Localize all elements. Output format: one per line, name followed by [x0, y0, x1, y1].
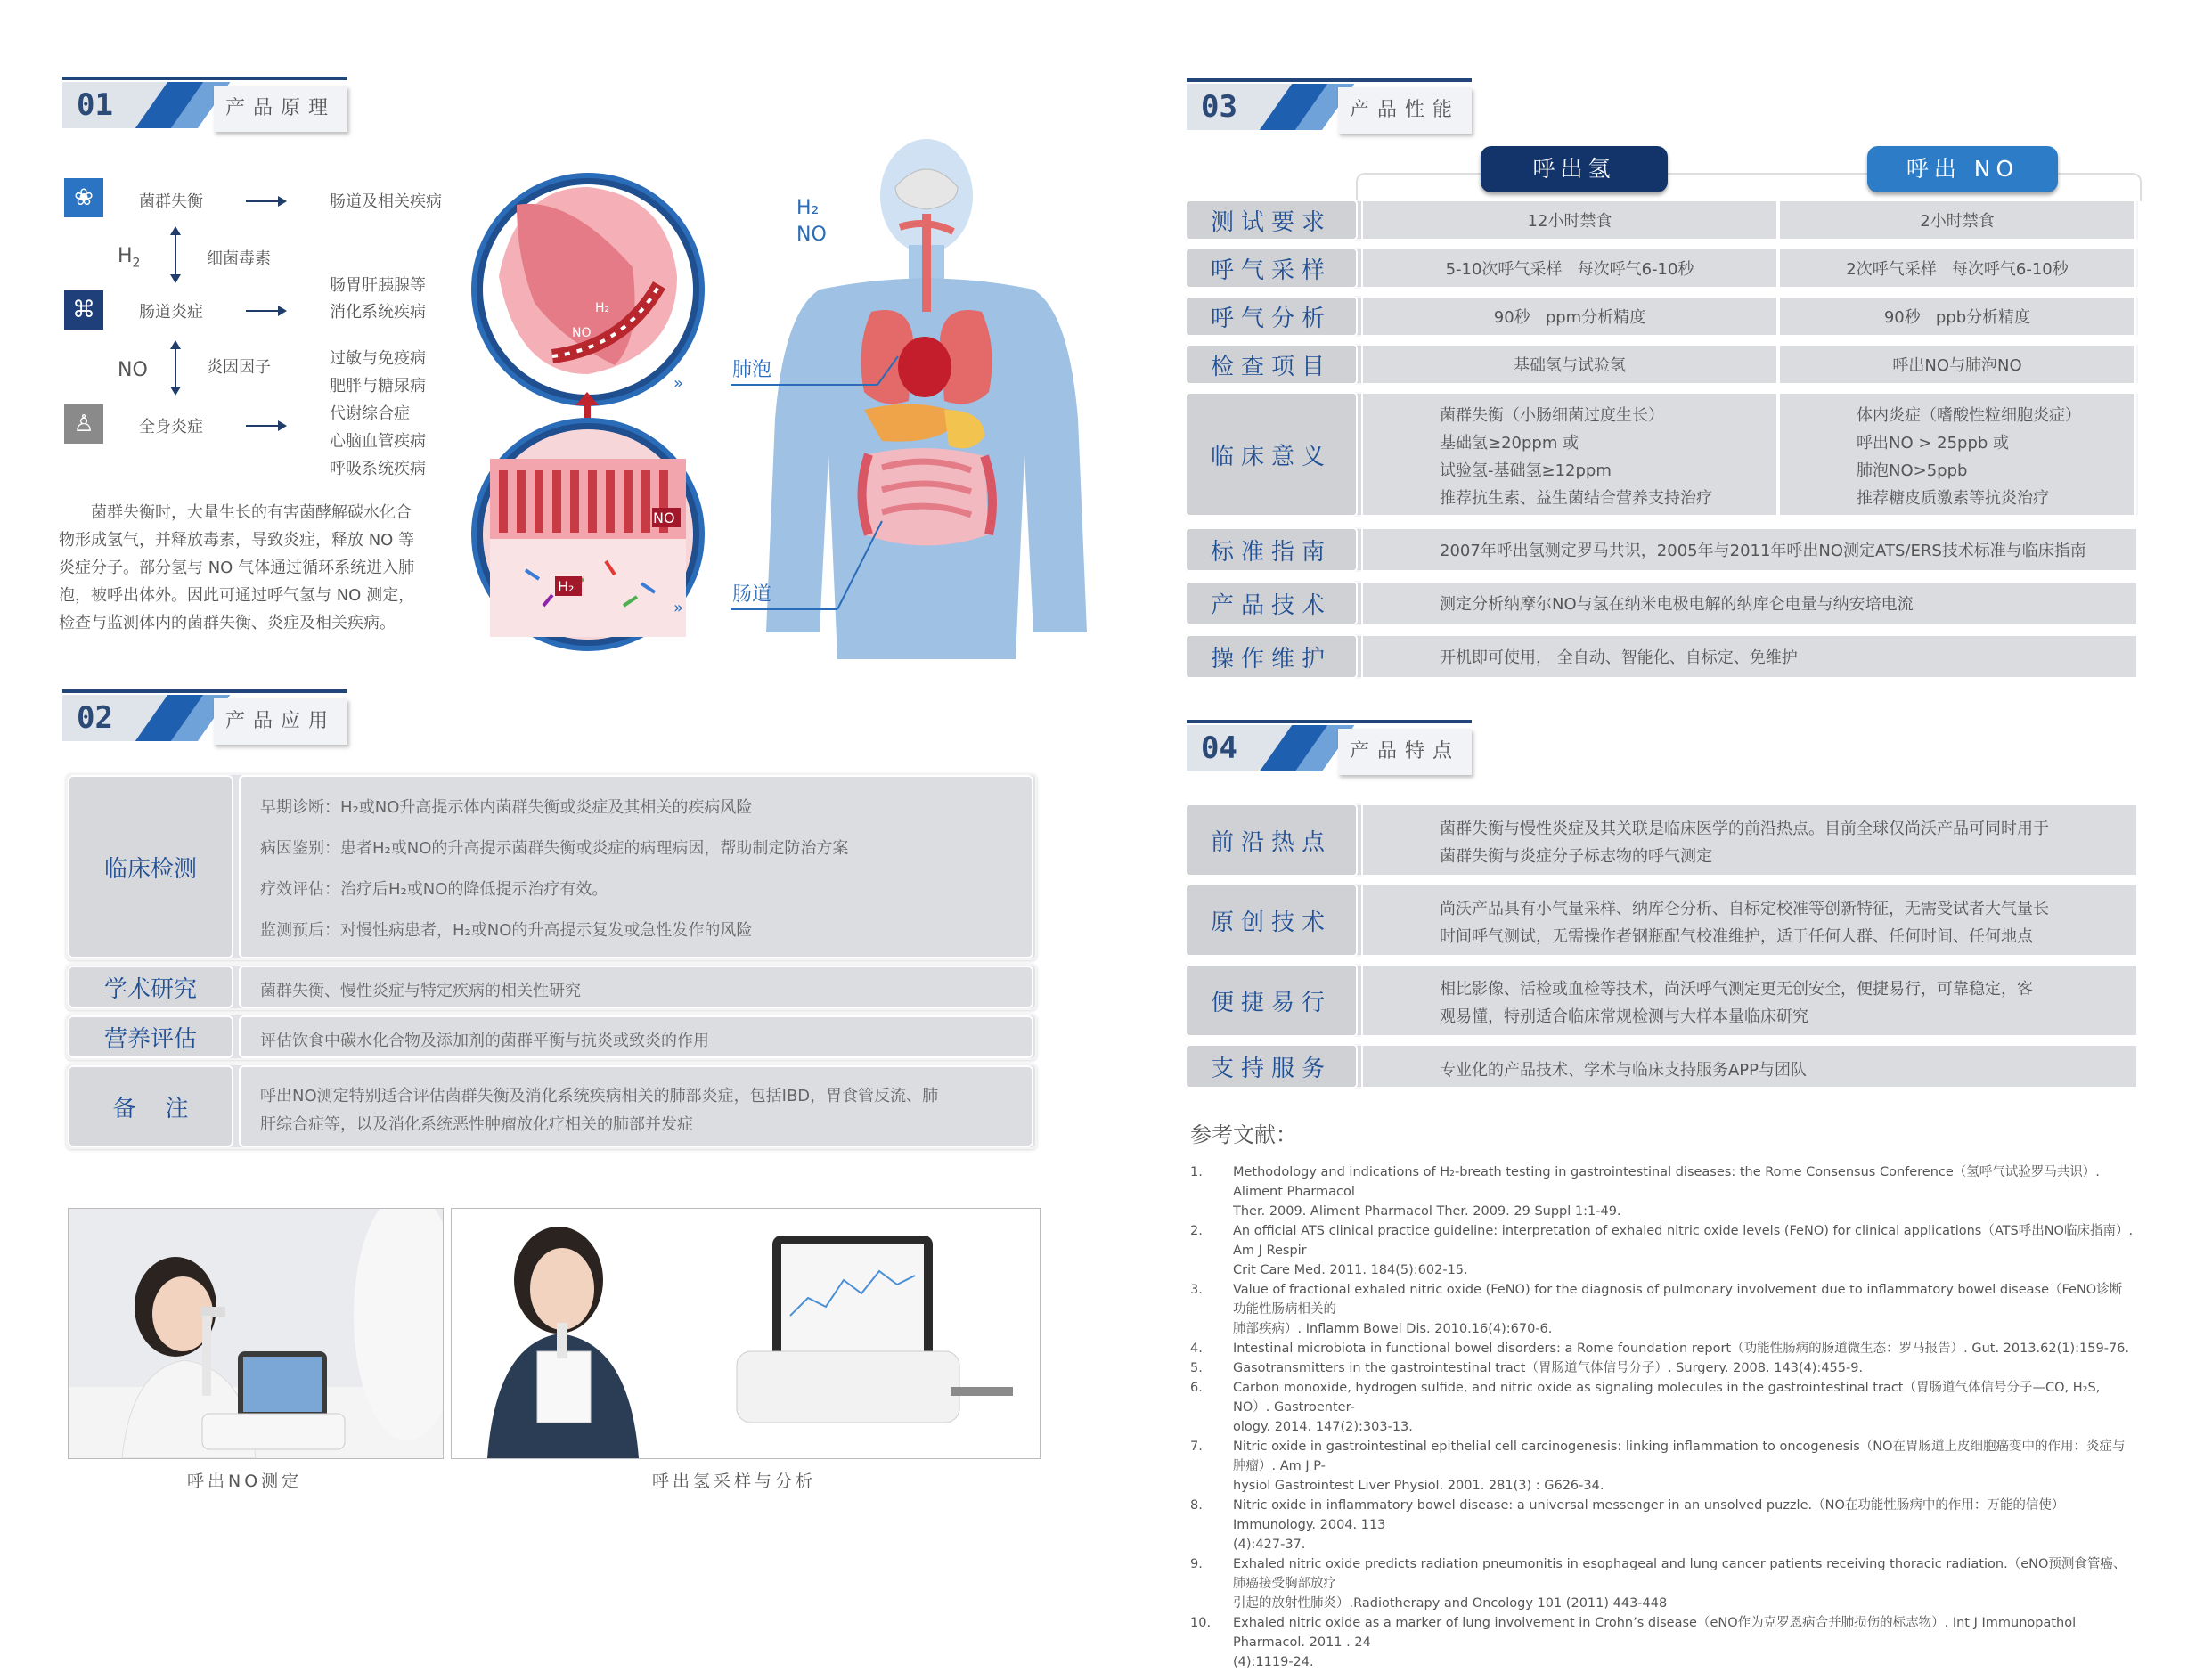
no-label: NO: [796, 224, 827, 246]
performance-head: 呼气采样: [1187, 249, 1356, 287]
application-row: [66, 964, 1037, 1010]
application-row: [66, 773, 1037, 960]
application-line: 菌群失衡、慢性炎症与特定疾病的相关性研究: [260, 982, 581, 1000]
performance-cell: 2小时禁食: [1780, 201, 2134, 239]
circle-h2-label: H₂: [558, 578, 575, 595]
application-row: [66, 1064, 1037, 1149]
application-line: 评估饮食中碳水化合物及添加剂的菌群平衡与抗炎或致炎的作用: [260, 1032, 709, 1050]
clinical-line: 菌群失衡（小肠细菌过度生长）: [1440, 406, 1664, 425]
feature-row: [1185, 803, 2138, 877]
section-header-03: [1187, 84, 1472, 137]
feature-row: [1185, 884, 2138, 957]
reference-item: 1. Methodology and indications of H₂-breath testing in gastrointestinal diseases: the Rome Consensus Conference（氢呼气试验罗马共识）. Aliment Pharmacol Ther. 2009. Aliment Pharmacol Ther. 2009. 29 Suppl 1:1-49.: [1190, 1165, 2100, 1219]
principle-item: 炎因因子: [207, 358, 271, 377]
feature-line: 时间呼气测试，无需操作者钢瓶配气校准维护，适于任何人群、任何时间、任何地点: [1440, 927, 2033, 946]
application-line: 疗效评估：治疗后H₂或NO的降低提示治疗有效。: [260, 880, 608, 899]
inner-no-label: NO: [572, 326, 592, 340]
arrow-right-icon: [246, 425, 285, 427]
performance-row: [1185, 200, 2138, 241]
clinical-line: 推荐糖皮质激素等抗炎治疗: [1857, 489, 2049, 508]
feature-head: 前沿热点: [1187, 805, 1356, 875]
performance-row-wide: [1185, 527, 2138, 572]
references-title: 参考文献：: [1190, 1122, 1297, 1147]
performance-row: [1185, 248, 2138, 289]
application-head: 学术研究: [69, 967, 232, 1007]
feature-line: 尚沃产品具有小气量采样、纳库仑分析、自标定校准等创新特征，无需受试者大气量长: [1440, 900, 2049, 918]
clinical-line: 试验氢-基础氢≥12ppm: [1440, 461, 1612, 480]
section-number: 01: [62, 82, 196, 128]
principle-item: 全身炎症: [139, 418, 203, 436]
chevrons-icon: »: [673, 374, 684, 393]
photo-no-measurement: [68, 1208, 444, 1459]
performance-head: 临床意义: [1187, 394, 1356, 515]
principle-paragraph: 菌群失衡时，大量生长的有害菌酵解碳水化合 物形成氢气，并释放毒素，导致炎症，释放 NO 等 炎症分子。部分氢与 NO 气体通过循环系统进入肺 泡，被呼出体外。因此可通过呼气氢与 NO 测定， 检查与监测体内的菌群失衡、炎症及相关疾病。: [59, 503, 415, 632]
column-header-hydrogen: 呼出氢: [1481, 146, 1668, 192]
feature-line: 专业化的产品技术、学术与临床支持服务APP与团队: [1440, 1061, 1808, 1080]
feature-line: 观易懂，特别适合临床常规检测与大样本量临床研究: [1440, 1007, 1808, 1026]
arrow-right-icon: [246, 310, 285, 312]
performance-row: [1185, 296, 2138, 337]
performance-cell: 90秒 ppb分析精度: [1780, 298, 2134, 335]
clinical-line: 肺泡NO>5ppb: [1857, 461, 1968, 480]
reference-item: 6. Carbon monoxide, hydrogen sulfide, and nitric oxide as signaling molecules in the gastrointestinal tract（胃肠道气体信号分子—CO, H₂S, NO）. Gastroenter- ology. 2014. 147(2):303-13.: [1190, 1381, 2101, 1434]
reference-item: 10. Exhaled nitric oxide as a marker of lung involvement in Crohn’s disease（eNO作为克罗恩病合并肺损伤的标志物）. Int J Immunopathol Pharmacol. 2011 . 24 (4):1119-24.: [1190, 1616, 2077, 1669]
h2-label: H₂: [796, 197, 820, 219]
application-line: 病因鉴别：患者H₂或NO的升高提示菌群失衡或炎症的病理病因，帮助制定防治方案: [260, 839, 849, 858]
performance-cell: 呼出NO与肺泡NO: [1780, 346, 2134, 383]
principle-outcome: 消化系统疾病: [330, 303, 426, 322]
performance-head: 标准指南: [1187, 529, 1356, 570]
clinical-line: 基础氢≥20ppm 或: [1440, 434, 1579, 453]
principle-outcome: 肠道及相关疾病: [330, 192, 442, 211]
gas-no: NO: [118, 359, 148, 381]
references-list: [1190, 1162, 2134, 1672]
intestine-label: 肠道: [732, 583, 772, 606]
reference-item: 5. Gasotransmitters in the gastrointestinal tract（胃肠道气体信号分子）. Surgery. 2008. 143(4):455-9.: [1190, 1361, 1864, 1375]
double-arrow-icon: [175, 233, 176, 276]
feature-row: [1185, 1044, 2138, 1089]
photo-caption: 呼出氢采样与分析: [652, 1472, 817, 1491]
body-icon: ♙: [64, 404, 103, 444]
section-number: 03: [1187, 84, 1320, 130]
section-label: 产品性能: [1338, 87, 1472, 134]
performance-cell: 开机即可使用， 全自动、智能化、自标定、免维护: [1363, 636, 2136, 677]
performance-row: [1185, 344, 2138, 385]
inner-h2-label: H₂: [595, 301, 610, 315]
body-diagram: [463, 134, 1140, 659]
application-line: 早期诊断：H₂或NO升高提示体内菌群失衡或炎症及其相关的疾病风险: [260, 798, 753, 817]
section-number: 04: [1187, 725, 1320, 771]
feature-head: 支持服务: [1187, 1046, 1356, 1087]
performance-cell: 测定分析纳摩尔NO与氢在纳米电极电解的纳库仑电量与纳安培电流: [1363, 583, 2136, 624]
performance-cell: 5-10次呼气采样 每次呼气6-10秒: [1363, 249, 1776, 287]
section-label: 产品原理: [214, 86, 347, 132]
feature-line: 菌群失衡与炎症分子标志物的呼气测定: [1440, 847, 1712, 866]
double-arrow-icon: [175, 347, 176, 388]
reference-item: 9. Exhaled nitric oxide predicts radiation pneumonitis in esophageal and lung cancer patients receiving thoracic radiation.（eNO预测食管癌、肺癌接受胸部放疗 引起的放射性肺炎）.Radiotherapy and Oncology 101 (2011) 443-448: [1190, 1557, 2126, 1611]
section-header-01: [62, 82, 347, 135]
performance-head: 检查项目: [1187, 346, 1356, 383]
performance-head: 测试要求: [1187, 201, 1356, 239]
principle-outcome: 代谢综合症: [330, 404, 410, 423]
section-label: 产品应用: [214, 698, 347, 745]
feature-line: 相比影像、活检或血检等技术，尚沃呼气测定更无创安全，便捷易行，可靠稳定，客: [1440, 980, 2033, 999]
performance-cell: 基础氢与试验氢: [1363, 346, 1776, 383]
swirl-icon: ❀: [64, 178, 103, 217]
section-label: 产品特点: [1338, 729, 1472, 775]
performance-cell: 2007年呼出氢测定罗马共识，2005年与2011年呼出NO测定ATS/ERS技术标准与临床指南: [1363, 529, 2136, 570]
performance-cell: 2次呼气采样 每次呼气6-10秒: [1780, 249, 2134, 287]
reference-item: 4. Intestinal microbiota in functional bowel disorders: a Rome foundation report（功能性肠病的肠道微生态：罗马报告）. Gut. 2013.62(1):159-76.: [1190, 1342, 2130, 1356]
principle-outcome: 心脑血管疾病: [330, 432, 426, 451]
feature-head: 原创技术: [1187, 885, 1356, 955]
reference-item: 8. Nitric oxide in inflammatory bowel disease: a universal messenger in an unsolved puzzle.（NO在功能性肠病中的作用：万能的信使）Immunology. 2004. 113 (4):427-37.: [1190, 1498, 2065, 1552]
photo-caption: 呼出NO测定: [187, 1472, 303, 1491]
principle-outcome: 肠胃肝胰腺等: [330, 276, 426, 295]
section-header-02: [62, 695, 347, 748]
performance-cell: 12小时禁食: [1363, 201, 1776, 239]
application-head: 临床检测: [69, 777, 232, 957]
gas-h2: $H_2$: [118, 245, 141, 271]
performance-head: 呼气分析: [1187, 298, 1356, 335]
column-header-no: 呼出 NO: [1867, 146, 2058, 192]
performance-head: 操作维护: [1187, 636, 1356, 677]
arrow-right-icon: [246, 200, 285, 202]
principle-outcome: 呼吸系统疾病: [330, 460, 426, 478]
alveoli-label: 肺泡: [732, 359, 772, 381]
principle-item: 细菌毒素: [207, 249, 271, 268]
application-line: 监测预后：对慢性病患者，H₂或NO的升高提示复发或急性发作的风险: [260, 921, 753, 940]
section-header-04: [1187, 725, 1472, 779]
performance-cell: 90秒 ppm分析精度: [1363, 298, 1776, 335]
chevrons-icon: »: [673, 599, 684, 617]
circle-no-label: NO: [653, 510, 675, 526]
principle-outcome: 过敏与免疫病: [330, 349, 426, 368]
application-head: 营养评估: [69, 1017, 232, 1056]
reference-item: 2. An official ATS clinical practice guideline: interpretation of exhaled nitric oxide levels (FeNO) for clinical applications（ATS呼出NO临床指南）. Am J Respir Crit Care Med. 2011. 184(5):602-15.: [1190, 1224, 2134, 1277]
clinical-line: 呼出NO > 25ppb 或: [1857, 434, 2010, 453]
clinical-line: 推荐抗生素、益生菌结合营养支持治疗: [1440, 489, 1712, 508]
application-head: 备 注: [69, 1067, 232, 1146]
application-line: 肝综合症等，以及消化系统恶性肿瘤放化疗相关的肺部并发症: [260, 1115, 693, 1134]
feature-row: [1185, 964, 2138, 1037]
principle-outcome: 肥胖与糖尿病: [330, 377, 426, 396]
performance-row-wide: [1185, 634, 2138, 679]
section-number: 02: [62, 695, 196, 741]
performance-head: 产品技术: [1187, 583, 1356, 624]
application-row: [66, 1014, 1037, 1060]
principle-item: 菌群失衡: [139, 192, 203, 211]
photo-hydrogen-sampling: [451, 1208, 1041, 1459]
feature-head: 便捷易行: [1187, 966, 1356, 1035]
reference-item: 3. Value of fractional exhaled nitric oxide (FeNO) for the diagnosis of pulmonary involvement due to inflammatory bowel disease（FeNO诊断功能性肠病相关的 肺部疾病）. Inflamm Bowel Dis. 2010.16(4):670-6.: [1190, 1283, 2123, 1336]
clinical-line: 体内炎症（嗜酸性粒细胞炎症）: [1857, 406, 2081, 425]
feature-line: 菌群失衡与慢性炎症及其关联是临床医学的前沿热点。目前全球仅尚沃产品可同时用于: [1440, 820, 2049, 838]
intestine-icon: ⌘: [64, 290, 103, 330]
principle-item: 肠道炎症: [139, 303, 203, 322]
application-line: 呼出NO测定特别适合评估菌群失衡及消化系统疾病相关的肺部炎症，包括IBD，胃食管反流、肺: [260, 1087, 939, 1105]
performance-row-wide: [1185, 581, 2138, 625]
performance-row-clinical: [1185, 392, 2138, 517]
reference-item: 7. Nitric oxide in gastrointestinal epithelial cell carcinogenesis: linking inflammation to oncogenesis（NO在胃肠道上皮细胞癌变中的作用：炎症与肿瘤）. Am J P- hysiol Gastrointest Liver Physiol. 2001. 281(3) : G626-34.: [1190, 1440, 2126, 1493]
